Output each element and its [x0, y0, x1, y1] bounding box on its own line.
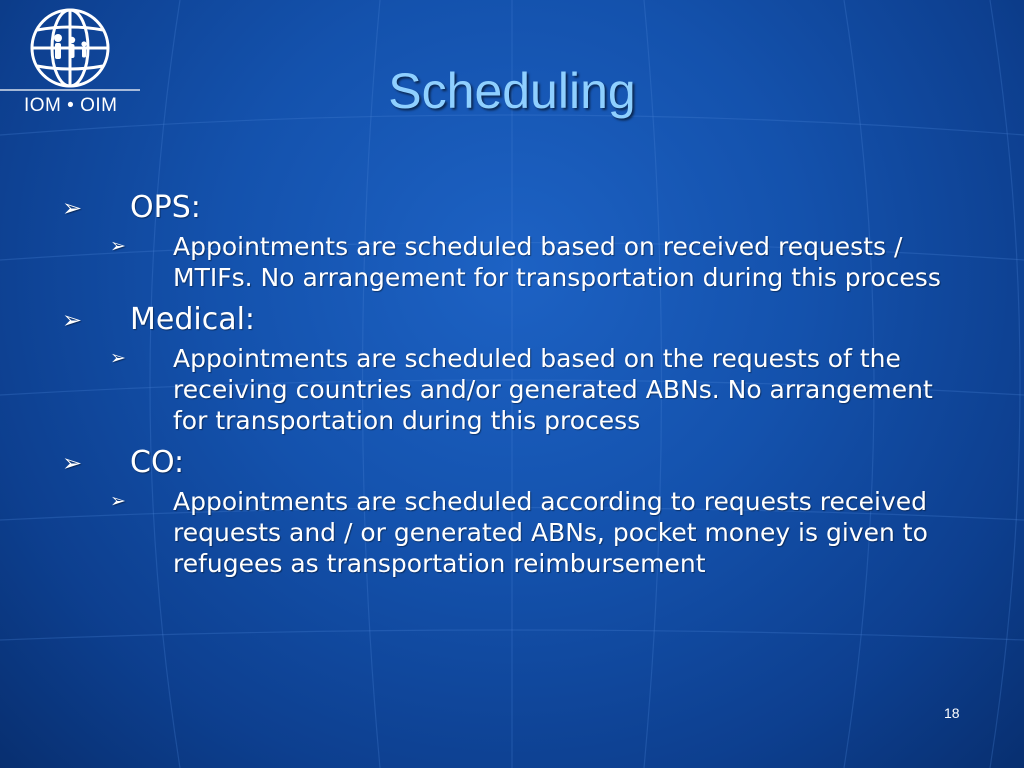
- arrow-bullet-icon: ➢: [62, 194, 83, 222]
- bullet-medical-label: Medical:: [130, 302, 256, 337]
- sub-bullet-co: [110, 486, 962, 579]
- sub-bullet-medical-text: Appointments are scheduled based on the requests of the receiving countries and/or generated ABNs. No arrangement for transportation during this process: [173, 344, 933, 435]
- sub-bullet-ops-text: Appointments are scheduled based on received requests / MTIFs. No arrangement for transportation during this process: [173, 232, 941, 292]
- arrow-bullet-icon: ➢: [62, 449, 83, 477]
- bullet-co-label: CO:: [130, 445, 185, 480]
- slide-title: Scheduling: [388, 63, 636, 119]
- logo-text: IOM • OIM: [24, 95, 118, 116]
- sub-bullet-medical: [110, 343, 962, 436]
- bullet-co: [62, 444, 962, 482]
- arrow-bullet-icon: ➢: [110, 235, 126, 257]
- arrow-bullet-icon: ➢: [110, 490, 126, 512]
- arrow-bullet-icon: ➢: [110, 347, 126, 369]
- arrow-bullet-icon: ➢: [62, 306, 83, 334]
- bullet-medical: [62, 301, 962, 339]
- sub-bullet-ops: [110, 231, 962, 293]
- slide-number: 18: [944, 705, 960, 721]
- sub-bullet-co-text: Appointments are scheduled according to requests received requests and / or generated ABNs, pocket money is given to refugees as transportation reimbursement: [173, 487, 928, 578]
- bullet-ops-label: OPS:: [130, 190, 201, 225]
- bullet-list: [62, 183, 962, 587]
- bullet-ops: [62, 189, 962, 227]
